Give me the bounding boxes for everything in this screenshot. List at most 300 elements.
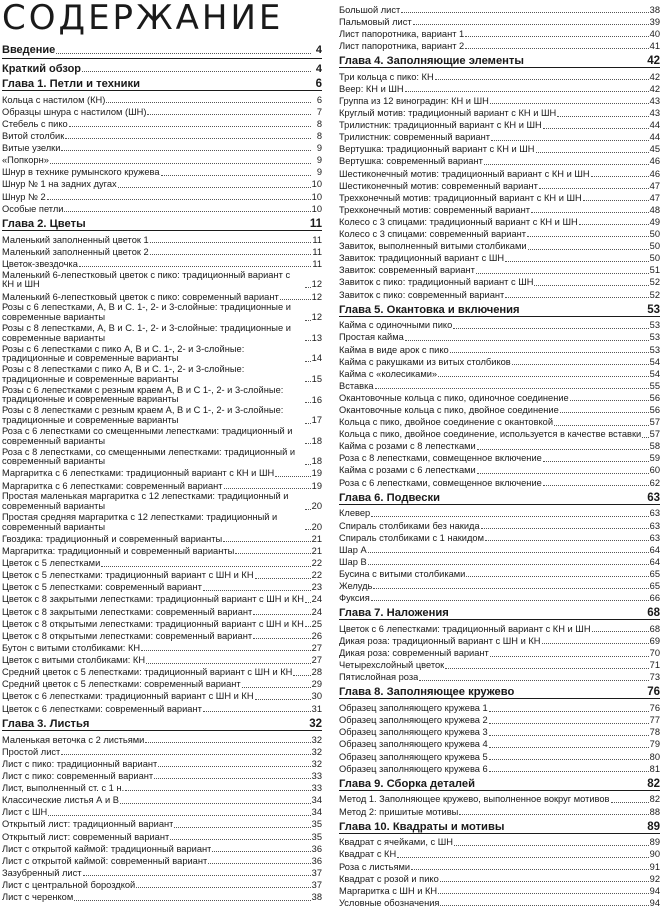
dot-leader [539,187,649,189]
toc-page-number: 65 [649,580,660,591]
toc-entry[interactable] [2,605,322,617]
toc-entry[interactable] [339,155,660,167]
toc-entry-title: Образец заполняющего кружева 2 [339,715,488,726]
toc-column-left [2,42,322,908]
toc-entry[interactable] [2,269,322,290]
dot-leader [125,789,310,791]
toc-entry[interactable] [2,343,322,364]
toc-entry[interactable] [339,701,660,713]
dot-leader [454,844,649,846]
toc-entry-title: Стебель с пико [2,118,68,129]
toc-page-number: 37 [311,880,322,891]
toc-chapter[interactable] [339,302,660,317]
toc-entry-title: Маленький 6-лепестковый цветок с пико: современный вариант [2,291,279,302]
toc-entry[interactable] [2,617,322,629]
toc-entry[interactable] [2,830,322,842]
toc-page-number: 88 [649,806,660,817]
toc-entry[interactable] [339,555,660,567]
toc-entry[interactable] [2,364,322,385]
toc-entry[interactable] [339,646,660,658]
toc-page-number: 35 [311,819,322,830]
toc-entry[interactable] [2,467,322,479]
dot-leader [305,401,311,403]
dot-leader [56,52,311,54]
toc-page-number: 54 [649,356,660,367]
toc-entry-title: Глава 10. Квадраты и мотивы [339,820,505,833]
toc-entry[interactable] [2,532,322,544]
toc-page-number: 38 [649,4,660,15]
toc-page-number: 20 [311,521,322,532]
toc-entry[interactable] [339,836,660,848]
toc-chapter[interactable] [2,716,322,731]
toc-entry[interactable] [2,678,322,690]
toc-entry-title: Шестиконечный мотив: традиционный вариант с КН и ШН [339,168,590,179]
toc-entry[interactable] [2,842,322,854]
toc-page-number: 92 [649,873,660,884]
dot-leader [371,515,648,517]
toc-entry[interactable] [339,39,660,51]
toc-entry[interactable] [339,805,660,817]
dot-leader [253,637,311,639]
toc-chapter[interactable] [2,76,322,91]
toc-chapter[interactable] [339,605,660,620]
toc-entry-title: Группа из 12 виноградин: КН и ШН [339,96,489,106]
toc-entry-title: Цветок с витыми столбиками: КН [2,655,146,666]
toc-entry-title: Лист папоротника, вариант 1 [339,28,465,39]
toc-entry-title: Цветок с 6 лепестками: современный вариант [2,703,202,714]
toc-entry[interactable] [339,15,660,27]
toc-entry[interactable] [339,239,660,251]
toc-page-number: 63 [647,491,660,504]
toc-entry[interactable] [339,203,660,215]
toc-entry[interactable] [2,569,322,581]
toc-entry-title: Трехконечный мотив: современный вариант [339,204,531,215]
toc-entry-title: Цветок с 5 лепестками [2,558,101,569]
toc-chapter[interactable] [339,53,660,68]
toc-entry[interactable] [339,94,660,106]
toc-entry-title: Цветок с 8 закрытыми лепестками: традиционный вариант с ШН и КН [2,594,304,605]
toc-entry-title: Лист с ШН [2,807,48,818]
toc-page-number: 71 [649,660,660,671]
toc-entry[interactable] [339,288,660,300]
toc-entry[interactable] [339,622,660,634]
toc-entry[interactable] [339,659,660,671]
toc-entry-title: Трилистник: современный вариант [339,132,491,143]
dot-leader [481,527,649,529]
toc-page-number: 63 [649,520,660,531]
toc-entry[interactable] [2,178,322,190]
toc-page-number: 44 [649,132,660,143]
toc-entry[interactable] [2,556,322,568]
toc-entry[interactable] [2,405,322,426]
toc-entry-title: Розы с 6 лепестками, А, В и С. 1-, 2- и 3-слойные: традиционные и современные варианты [2,302,291,322]
toc-entry[interactable] [339,579,660,591]
toc-entry[interactable] [339,215,660,227]
toc-entry[interactable] [2,629,322,641]
toc-entry-title: Образцы шнура с настилом (ШН) [2,106,147,117]
toc-page-number: 19 [311,468,322,479]
dot-leader [527,235,649,237]
toc-page-number: 62 [649,477,660,488]
toc-entry-title: Лист, выполненный ст. с 1 н. [2,783,125,794]
toc-entry[interactable] [2,290,322,302]
toc-page-number: 32 [311,734,322,745]
toc-chapter[interactable] [339,776,660,791]
toc-entry-title: Маленькая веточка с 2 листьями [2,734,145,745]
toc-entry[interactable] [339,440,660,452]
toc-page-number: 53 [649,320,660,331]
dot-leader [438,375,649,377]
toc-entry-title: Розы с 8 лепестками, А, В и С. 1-, 2- и 3-слойные: традиционные и современные варианты [2,322,291,343]
toc-page-number: 32 [309,717,322,730]
toc-entry-title: Окантовочные кольца с пико, одиночное соединение [339,392,569,403]
toc-page-number: 36 [311,855,322,866]
toc-entry[interactable] [2,769,322,781]
toc-entry-title: Образец заполняющего кружева 3 [339,727,488,738]
toc-page-number: 15 [311,373,322,384]
toc-page-number: 32 [311,758,322,769]
toc-chapter[interactable] [2,216,322,231]
toc-entry[interactable] [2,806,322,818]
toc-entry-title: Шнур № 1 на задних дугах [2,179,117,190]
toc-entry[interactable] [339,3,660,15]
toc-entry[interactable] [2,818,322,830]
toc-page-number: 57 [649,417,660,428]
dot-leader [212,850,310,852]
toc-page-number: 79 [649,739,660,750]
toc-entry-title: Лист с открытой каймой: традиционный вариант [2,843,212,854]
toc-page-number: 52 [649,289,660,300]
toc-entry[interactable] [2,42,322,56]
toc-entry-title: Маргаритка с 6 лепестками: традиционный вариант с КН и ШН [2,468,275,479]
toc-page-number: 43 [649,96,660,106]
dot-leader [579,223,649,225]
toc-page-number: 28 [311,667,322,678]
toc-entry-title: Колесо с 3 спицами: современный вариант [339,229,527,240]
toc-entry[interactable] [2,793,322,805]
toc-page-number: 50 [649,253,660,264]
toc-entry-title: Розы с 8 лепестками с пико А, В и С. 1-, 2- и 3-слойные: традиционные и современные варианты [2,364,245,384]
dot-leader [305,360,311,362]
toc-page-number: 49 [649,216,660,227]
toc-page-number: 55 [649,380,660,391]
toc-page-number: 76 [649,703,660,714]
toc-entry-title: Образец заполняющего кружева 6 [339,763,488,774]
toc-entry[interactable] [2,105,322,117]
toc-entry[interactable] [339,464,660,476]
toc-page-number: 38 [311,892,322,903]
toc-page-number: 78 [649,727,660,738]
dot-leader [592,630,649,632]
toc-chapter[interactable] [339,685,660,700]
toc-entry[interactable] [2,245,322,257]
toc-entry[interactable] [339,476,660,488]
toc-entry[interactable] [2,233,322,245]
toc-entry-title: Бутон с витыми столбиками: КН [2,642,141,653]
toc-entry[interactable] [2,666,322,678]
toc-entry[interactable] [339,860,660,872]
toc-entry[interactable] [2,512,322,533]
toc-entry[interactable] [2,745,322,757]
toc-page-number: 20 [311,501,322,512]
toc-page-number: 16 [311,394,322,405]
dot-leader [512,363,649,365]
toc-divider [2,57,322,59]
toc-entry[interactable] [2,190,322,202]
toc-page-number: 45 [649,144,660,155]
toc-entry[interactable] [339,738,660,750]
toc-page-number: 44 [649,120,660,131]
toc-entry[interactable] [339,428,660,440]
toc-page-number: 12 [311,312,322,323]
toc-entry[interactable] [2,641,322,653]
toc-page-number: 26 [311,630,322,641]
toc-entry[interactable] [339,872,660,884]
toc-page-number: 50 [649,229,660,240]
dot-leader [440,880,649,882]
toc-entry[interactable] [339,319,660,331]
toc-entry[interactable] [2,491,322,512]
toc-entry[interactable] [339,252,660,264]
toc-entry-title: Пятислойная роза [339,672,419,683]
toc-entry[interactable] [339,848,660,860]
toc-entry-title: Шестиконечный мотив: современный вариант [339,180,538,191]
toc-entry[interactable] [339,403,660,415]
toc-entry[interactable] [2,153,322,165]
toc-entry[interactable] [339,591,660,603]
toc-page-number: 10 [311,191,322,202]
toc-entry[interactable] [2,117,322,129]
toc-entry[interactable] [2,129,322,141]
toc-page-number: 27 [311,655,322,666]
toc-entry[interactable] [339,343,660,355]
toc-page-number: 77 [649,715,660,726]
toc-page-number: 22 [311,558,322,569]
dot-leader [405,90,649,92]
dot-leader [477,472,649,474]
toc-entry-title: Глава 3. Листья [2,717,90,730]
dot-leader [255,577,311,579]
toc-page-number: 8 [316,130,322,141]
toc-entry[interactable] [339,391,660,403]
toc-entry-title: Роза с 8 лепестками, со смещенными лепестками: традиционный и современный варианты [2,446,296,467]
toc-page-number: 24 [311,594,322,605]
toc-entry[interactable] [2,690,322,702]
toc-entry-title: Колесо с 3 спицами: традиционный вариант с КН и ШН [339,216,578,227]
toc-entry[interactable] [339,70,660,82]
toc-entry[interactable] [2,302,322,323]
toc-entry[interactable] [339,179,660,191]
toc-page-number: 81 [649,763,660,774]
toc-entry-title: Кайма с розами с 8 лепестками [339,441,476,452]
dot-leader [305,380,311,382]
toc-chapter[interactable] [339,490,660,505]
toc-page-number: 12 [311,291,322,302]
dot-leader [50,162,311,164]
toc-page-number: 89 [647,820,660,833]
toc-entry[interactable] [339,714,660,726]
toc-entry[interactable] [2,323,322,344]
dot-leader [560,411,649,413]
toc-entry[interactable] [339,671,660,683]
toc-entry[interactable] [339,276,660,288]
toc-entry-title: Кольца с настилом (КН) [2,94,106,105]
toc-entry-title: Образец заполняющего кружева 4 [339,739,488,750]
toc-page-number: 47 [649,180,660,191]
dot-leader [445,667,648,669]
toc-entry[interactable] [339,355,660,367]
toc-entry[interactable] [2,479,322,491]
toc-page-number: 63 [649,532,660,543]
toc-entry-title: Маргаритка: традиционный и современный варианты [2,545,235,556]
toc-entry-title: Кольца с пико, двойное соединение, используется в качестве вставки [339,429,642,440]
toc-entry[interactable] [339,367,660,379]
toc-entry[interactable] [2,426,322,447]
toc-entry-title: Средний цветок с 5 лепестками: традиционный вариант с ШН и КН [2,667,293,678]
dot-leader [505,296,648,298]
toc-entry[interactable] [339,143,660,155]
dot-leader [150,253,311,255]
toc-entry[interactable] [2,854,322,866]
toc-entry[interactable] [2,781,322,793]
dot-leader [150,241,311,243]
toc-entry[interactable] [339,379,660,391]
toc-entry[interactable] [339,634,660,646]
toc-entry-title: Роза с 6 лепестками со смещенными лепестками: традиционный и современный варианты [2,425,293,446]
toc-entry-title: Маленький заполненный цветок 2 [2,246,149,257]
toc-page-number: 42 [649,83,660,94]
toc-entry[interactable] [2,61,322,75]
toc-entry-title: Три кольца с пико: КН [339,71,434,82]
toc-page-number: 34 [311,795,322,806]
toc-entry[interactable] [339,567,660,579]
toc-entry[interactable] [339,227,660,239]
toc-entry-title: Завиток: современный вариант [339,265,475,276]
dot-leader [489,746,649,748]
toc-entry[interactable] [2,733,322,745]
toc-entry-title: Гвоздика: традиционный и современный варианты [2,533,223,544]
toc-entry[interactable] [339,106,660,118]
toc-entry[interactable] [2,141,322,153]
toc-entry-title: Трилистник: традиционный вариант с КН и ШН [339,120,542,131]
toc-entry[interactable] [2,166,322,178]
toc-entry[interactable] [339,264,660,276]
toc-entry[interactable] [339,331,660,343]
toc-page-number: 76 [647,686,660,699]
toc-entry[interactable] [339,452,660,464]
toc-entry[interactable] [2,93,322,105]
toc-entry[interactable] [339,726,660,738]
toc-entry[interactable] [339,415,660,427]
toc-chapter[interactable] [339,819,660,834]
toc-page-number: 91 [649,861,660,872]
toc-entry[interactable] [2,878,322,890]
toc-entry[interactable] [339,191,660,203]
dot-leader [48,814,310,816]
toc-entry[interactable] [339,762,660,774]
toc-entry[interactable] [2,202,322,214]
toc-entry[interactable] [339,519,660,531]
toc-entry-title: Четырехслойный цветок [339,660,445,671]
toc-page-number: 53 [649,332,660,343]
dot-leader [536,151,649,153]
dot-leader [465,35,648,37]
dot-leader [611,801,649,803]
toc-page-number: 9 [316,143,322,154]
toc-page-number: 52 [649,277,660,288]
dot-leader [74,899,310,901]
toc-entry[interactable] [339,896,660,908]
toc-entry-title: Клевер [339,508,371,519]
toc-entry-title: Фуксия [339,593,370,604]
dot-leader [118,186,311,188]
dot-leader [203,589,311,591]
toc-entry[interactable] [339,531,660,543]
dot-leader [543,484,649,486]
toc-entry[interactable] [2,890,322,902]
toc-entry[interactable] [2,581,322,593]
toc-entry-title: Лист с черенком [2,892,74,903]
toc-entry[interactable] [2,384,322,405]
toc-entry-title: Шар А [339,544,367,555]
toc-entry[interactable] [2,866,322,878]
toc-page-number: 57 [649,429,660,440]
toc-entry[interactable] [2,653,322,665]
toc-entry-title: Условные обозначения [339,897,440,908]
dot-leader [466,575,648,577]
toc-page-number: 9 [316,155,322,166]
toc-entry[interactable] [339,131,660,143]
toc-page-number: 56 [649,405,660,415]
toc-entry[interactable] [339,167,660,179]
toc-entry-title: Метод 2: пришитые мотивы [339,806,459,817]
toc-page-number: 47 [649,192,660,203]
toc-entry[interactable] [2,446,322,467]
toc-entry[interactable] [339,543,660,555]
toc-entry[interactable] [339,82,660,94]
dot-leader [106,101,311,103]
toc-entry-title: Трехконечный мотив: традиционный вариант с КН и ШН [339,192,582,203]
toc-page-number: 13 [311,332,322,343]
toc-entry[interactable] [339,119,660,131]
toc-entry-title: Розы с 8 лепестками с резным краем А, В и С 1-, 2- и 3-слойные: традиционные и современные варианты [2,405,284,425]
toc-entry[interactable] [339,793,660,805]
toc-entry[interactable] [339,884,660,896]
dot-leader [489,710,649,712]
toc-page-number: 42 [649,71,660,82]
toc-entry[interactable] [2,257,322,269]
toc-entry[interactable] [2,544,322,556]
toc-page-number: 18 [311,435,322,446]
toc-entry-title: Глава 1. Петли и техники [2,77,141,90]
toc-entry[interactable] [2,757,322,769]
dot-leader [305,601,311,603]
toc-page-number: 23 [311,582,322,593]
toc-entry[interactable] [2,702,322,714]
toc-page-number: 43 [649,108,660,119]
toc-page-number: 19 [311,480,322,491]
toc-entry[interactable] [339,27,660,39]
toc-entry-title: Большой лист [339,4,401,15]
toc-page-number: 50 [649,241,660,252]
dot-leader [411,868,649,870]
toc-entry-title: Кайма с «колесиками» [339,368,438,379]
toc-page-number: 29 [311,679,322,690]
toc-entry-title: Вертушка: современный вариант [339,156,483,167]
toc-entry[interactable] [2,593,322,605]
toc-entry[interactable] [339,750,660,762]
toc-entry[interactable] [339,507,660,519]
